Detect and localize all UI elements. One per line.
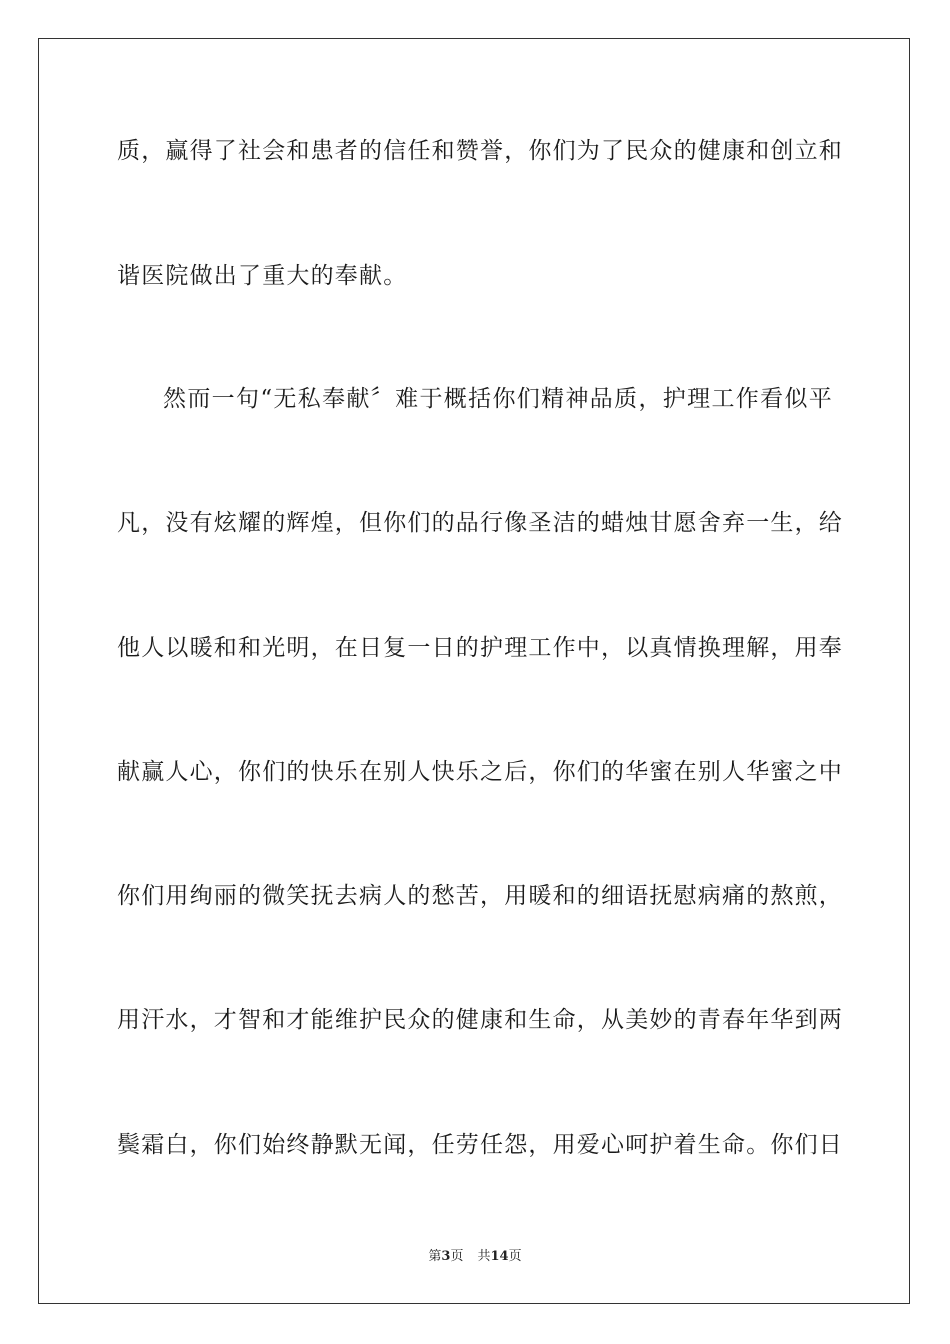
paragraph-line-5: 他人以暖和和光明，在日复一日的护理工作中，以真情换理解，用奉 xyxy=(117,635,843,661)
current-page-number: 3 xyxy=(441,1249,451,1264)
paragraph-line-4: 凡，没有炫耀的辉煌，但你们的品行像圣洁的蜡烛甘愿舍弃一生，给 xyxy=(117,510,843,536)
page-suffix: 页 xyxy=(450,1249,464,1264)
paragraph-line-9: 鬓霜白，你们始终静默无闻，任劳任怨，用爱心呵护着生命。你们日 xyxy=(117,1132,843,1158)
paragraph-line-6: 献赢人心，你们的快乐在别人快乐之后，你们的华蜜在别人华蜜之中 xyxy=(117,759,843,785)
paragraph-line-3: 然而一句“无私奉献〞难于概括你们精神品质，护理工作看似平 xyxy=(163,386,833,412)
page-prefix: 第 xyxy=(428,1249,442,1264)
page-footer xyxy=(0,1248,950,1266)
paragraph-line-8: 用汗水，才智和才能维护民众的健康和生命，从美妙的青春年华到两 xyxy=(117,1007,843,1033)
total-pages-number: 14 xyxy=(490,1249,509,1264)
paragraph-line-1: 质，赢得了社会和患者的信任和赞誉，你们为了民众的健康和创立和 xyxy=(117,138,843,164)
page-frame xyxy=(38,38,910,1304)
paragraph-line-2: 谐医院做出了重大的奉献。 xyxy=(117,263,408,289)
total-prefix: 共 xyxy=(477,1249,491,1264)
total-suffix: 页 xyxy=(508,1249,522,1264)
paragraph-line-7: 你们用绚丽的微笑抚去病人的愁苦，用暖和的细语抚慰病痛的熬煎， xyxy=(117,883,843,909)
